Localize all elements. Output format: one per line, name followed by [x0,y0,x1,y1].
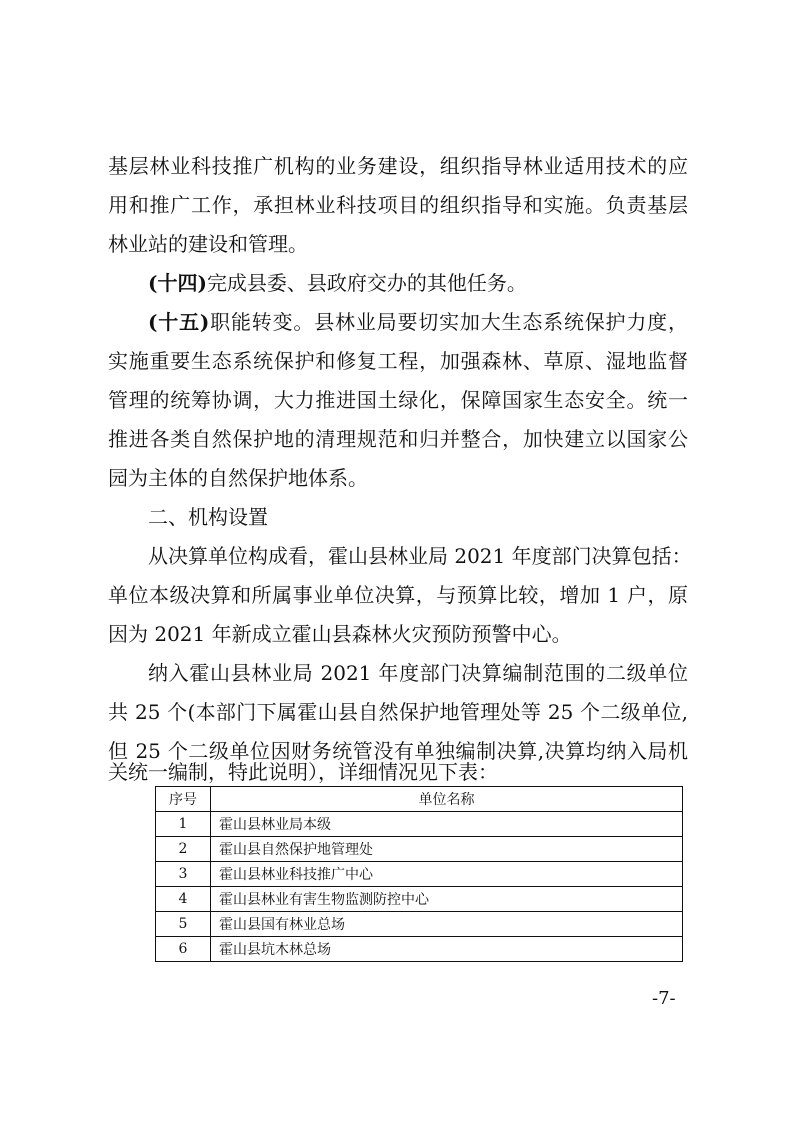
table-row [156,937,683,962]
paragraph-line: 关统一编制，特此说明），详细情况见下表： [108,760,498,784]
table-row [156,862,683,887]
row-seq: 6 [156,937,211,962]
row-seq: 5 [156,912,211,937]
row-seq: 4 [156,887,211,912]
row-unit-name: 霍山县林业局本级 [211,812,683,837]
page-number: -7- [652,988,676,1009]
paragraph-line: 园为主体的自然保护地体系。 [108,466,368,490]
table-row [156,837,683,862]
table-row [156,887,683,912]
item-14-text: 完成县委、县政府交办的其他任务。 [206,271,527,295]
paragraph-line: 推进各类自然保护地的清理规范和归并整合，加快建立以国家公 [108,427,688,451]
row-unit-name: 霍山县林业科技推广中心 [211,862,683,887]
item-15 [148,304,688,340]
item-14-label: (十四) [148,271,207,295]
paragraph-line: 因为 2021 年新成立霍山县森林火灾预防预警中心。 [108,622,572,646]
row-seq: 1 [156,812,211,837]
paragraph-line: 但 25 个二级单位因财务统管没有单独编制决算,决算均纳入局机 [108,739,688,763]
item-15-label: (十五) [148,310,210,334]
paragraph-line: 林业站的建设和管理。 [108,232,308,256]
paragraph-line: 从决算单位构成看，霍山县林业局 2021 年度部门决算包括： [148,544,692,568]
paragraph-line: 纳入霍山县林业局 2021 年度部门决算编制范围的二级单位 [148,661,688,685]
unit-table [155,786,683,962]
section-heading: 二、机构设置 [148,505,268,529]
row-unit-name: 霍山县自然保护地管理处 [211,837,683,862]
paragraph-line: 单位本级决算和所属事业单位决算，与预算比较，增加 1 户，原 [108,583,688,607]
item-15-text: 职能转变。县林业局要切实加大生态系统保护力度， [209,310,688,334]
table-header-row [156,787,683,812]
paragraph-line: 基层林业科技推广机构的业务建设，组织指导林业适用技术的应 [108,154,688,178]
column-header-name: 单位名称 [211,787,683,812]
paragraph-line: 用和推广工作，承担林业科技项目的组织指导和实施。负责基层 [108,193,688,217]
paragraph-line: 共 25 个(本部门下属霍山县自然保护地管理处等 25 个二级单位, [108,700,688,724]
row-seq: 2 [156,837,211,862]
row-seq: 3 [156,862,211,887]
row-unit-name: 霍山县坑木林总场 [211,937,683,962]
table-row [156,812,683,837]
row-unit-name: 霍山县国有林业总场 [211,912,683,937]
row-unit-name: 霍山县林业有害生物监测防控中心 [211,887,683,912]
paragraph-line: 管理的统筹协调，大力推进国土绿化，保障国家生态安全。统一 [108,388,688,412]
paragraph-line: 实施重要生态系统保护和修复工程，加强森林、草原、湿地监督 [108,349,688,373]
table-row [156,912,683,937]
item-14 [148,265,688,301]
column-header-seq: 序号 [156,787,211,812]
